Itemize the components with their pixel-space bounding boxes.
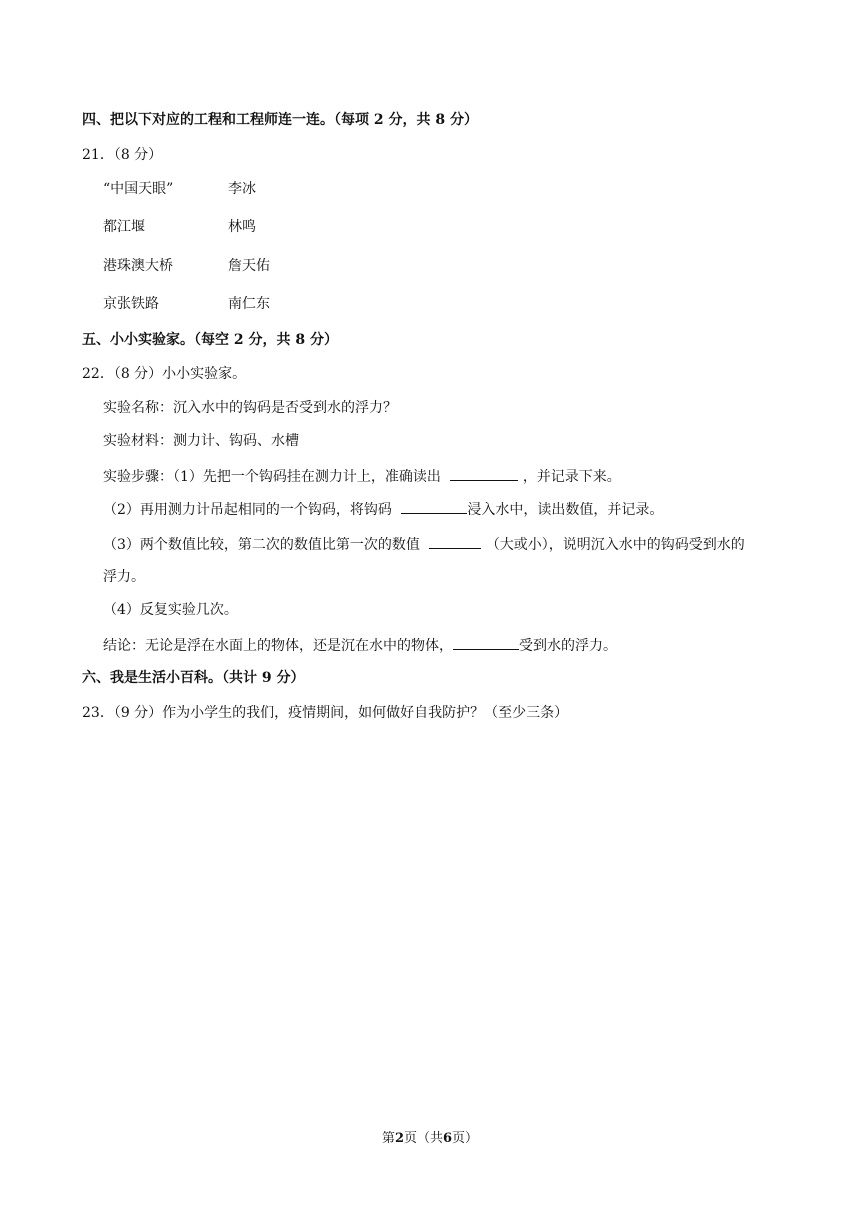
question-22-title: 22．（8 分）小小实验家。 (82, 366, 247, 382)
pair-project-3: 港珠澳大桥 (103, 258, 173, 274)
pair-project-1: “中国天眼” (103, 181, 174, 197)
answer-blank-3[interactable] (429, 533, 481, 549)
step3-text-a: （3）两个数值比较，第二次的数值比第一次的数值 (103, 537, 420, 553)
experiment-step-3 (103, 533, 745, 555)
answer-blank-1[interactable] (450, 465, 518, 481)
question-21-number: 21．（8 分） (82, 147, 163, 163)
experiment-step-4: （4）反复实验几次。 (103, 602, 238, 618)
experiment-step-3-continued: 浮力。 (103, 569, 145, 585)
step3-text-b: （大或小），说明沉入水中的钩码受到水的 (485, 537, 745, 553)
section6-heading: 六、我是生活小百科。（共计 9 分） (82, 670, 305, 686)
answer-blank-2[interactable] (401, 498, 467, 514)
section4-heading: 四、把以下对应的工程和工程师连一连。（每项 2 分，共 8 分） (82, 112, 478, 128)
pair-engineer-2: 林鸣 (228, 219, 256, 235)
footer-prefix: 第 (381, 1131, 395, 1146)
pair-engineer-4: 南仁东 (228, 296, 270, 312)
pair-engineer-3: 詹天佑 (228, 258, 270, 274)
footer-middle: 页（共 (403, 1131, 443, 1146)
footer-suffix: 页） (452, 1131, 479, 1146)
step2-text-b: 浸入水中，读出数值，并记录。 (467, 502, 664, 518)
answer-blank-4[interactable] (453, 634, 519, 650)
page-footer (0, 1127, 860, 1146)
section5-heading: 五、小小实验家。（每空 2 分，共 8 分） (82, 332, 338, 348)
question-23: 23．（9 分）作为小学生的我们，疫情期间，如何做好自我防护？（至少三条） (82, 705, 569, 721)
footer-total-pages: 6 (443, 1131, 453, 1146)
experiment-name: 实验名称：沉入水中的钩码是否受到水的浮力？ (103, 400, 397, 416)
experiment-conclusion (103, 634, 617, 656)
experiment-step-1 (103, 465, 621, 487)
experiment-materials: 实验材料：测力计、钩码、水槽 (103, 433, 299, 449)
conclusion-text-b: 受到水的浮力。 (519, 638, 617, 654)
pair-engineer-1: 李冰 (228, 181, 256, 197)
step2-text-a: （2）再用测力计吊起相同的一个钩码，将钩码 (103, 502, 392, 518)
step1-text-b: ，并记录下来。 (522, 469, 621, 485)
step1-text-a: 实验步骤：（1）先把一个钩码挂在测力计上，准确读出 (103, 469, 441, 485)
experiment-step-2 (103, 498, 663, 520)
pair-project-2: 都江堰 (103, 219, 145, 235)
footer-page-number: 2 (394, 1131, 404, 1146)
conclusion-text-a: 结论：无论是浮在水面上的物体，还是沉在水中的物体， (103, 638, 453, 654)
pair-project-4: 京张铁路 (103, 296, 159, 312)
